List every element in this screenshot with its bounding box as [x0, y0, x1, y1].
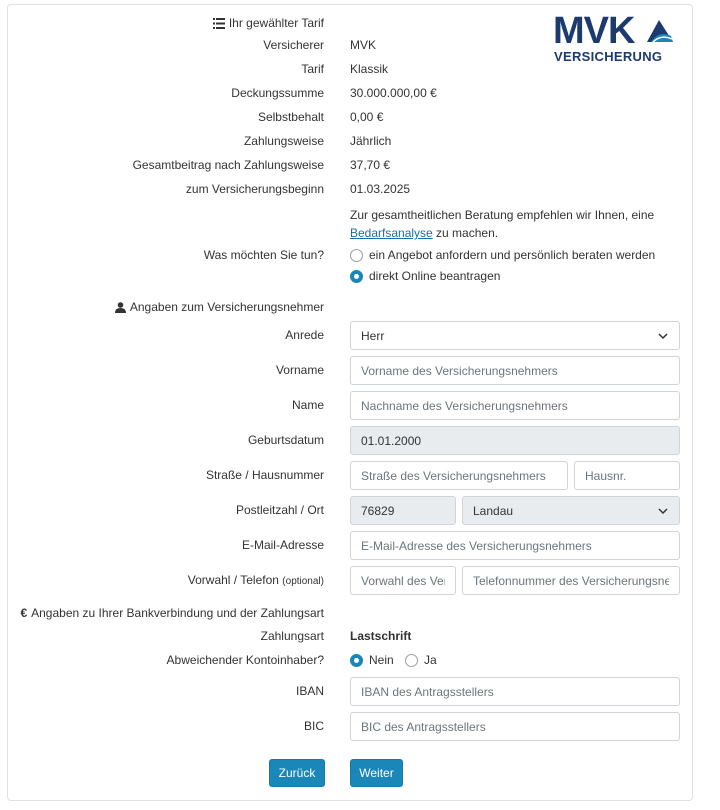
policyholder-heading-label: Angaben zum Versicherungsnehmer — [129, 300, 324, 314]
payment-method-value: Lastschrift — [350, 629, 412, 643]
list-icon — [213, 18, 225, 29]
back-button[interactable]: Zurück — [269, 759, 325, 787]
chevron-down-icon — [657, 505, 669, 517]
phone-label-text: Vorwahl / Telefon — [187, 573, 279, 587]
street-label: Straße / Hausnummer — [205, 468, 324, 482]
logo-text: MVK — [553, 10, 635, 52]
offer-radio[interactable] — [350, 249, 363, 262]
iban-input[interactable] — [361, 685, 669, 699]
advice-text-1: Zur gesamtheitlichen Beratung empfehlen wir Ihnen, eine — [350, 208, 655, 222]
advice-text-2: zu machen. — [432, 226, 499, 240]
city-value: Landau — [473, 503, 514, 518]
apply-online-radio-label[interactable]: direkt Online beantragen — [369, 269, 501, 283]
birthdate-label: Geburtsdatum — [247, 433, 324, 447]
zip-field — [350, 496, 456, 525]
salutation-select[interactable] — [350, 321, 680, 350]
account-holder-label: Abweichender Kontoinhaber? — [166, 653, 324, 667]
payment-method-label: Zahlungsart — [260, 629, 324, 643]
payment-frequency-label: Zahlungsweise — [243, 134, 324, 148]
lastname-label: Name — [291, 398, 324, 412]
phone-input[interactable] — [473, 574, 669, 588]
bank-heading — [20, 606, 324, 620]
zip-value: 76829 — [361, 503, 395, 518]
city-select[interactable] — [462, 496, 680, 525]
birthdate-value: 01.01.2000 — [361, 433, 422, 448]
firstname-label: Vorname — [275, 363, 324, 377]
total-premium-value: 37,70 € — [350, 158, 391, 172]
tariff-heading — [213, 16, 324, 30]
salutation-value: Herr — [361, 328, 385, 343]
tariff-heading-label: Ihr gewählter Tarif — [228, 16, 324, 30]
phone-field[interactable] — [462, 566, 680, 595]
mvk-logo — [553, 10, 677, 66]
offer-radio-label[interactable]: ein Angebot anfordern und persönlich beraten werden — [369, 248, 656, 262]
lastname-input[interactable] — [361, 399, 669, 413]
logo-wave-icon — [645, 16, 675, 46]
start-date-label: zum Versicherungsbeginn — [185, 182, 324, 196]
chevron-down-icon — [657, 330, 669, 342]
bank-heading-label: Angaben zu Ihrer Bankverbindung und der Zahlungsart — [31, 606, 324, 620]
phone-label — [188, 573, 324, 587]
zip-city-label: Postleitzahl / Ort — [235, 503, 324, 517]
start-date-value: 01.03.2025 — [350, 182, 411, 196]
next-button[interactable]: Weiter — [350, 759, 403, 787]
bic-field[interactable] — [350, 712, 680, 741]
insurer-value: MVK — [350, 38, 377, 52]
option-apply-online[interactable] — [350, 269, 500, 283]
action-label: Was möchten Sie tun? — [203, 248, 324, 262]
firstname-input[interactable] — [361, 364, 669, 378]
phone-optional-hint: (optional) — [282, 576, 324, 587]
bic-label: BIC — [303, 719, 324, 733]
holder-yes-radio[interactable] — [405, 654, 418, 667]
email-label: E-Mail-Adresse — [241, 538, 324, 552]
email-field[interactable] — [350, 531, 680, 560]
holder-no-label[interactable]: Nein — [369, 653, 394, 667]
payment-frequency-value: Jährlich — [350, 134, 392, 148]
housenr-field[interactable] — [574, 461, 680, 490]
total-premium-label: Gesamtbeitrag nach Zahlungsweise — [132, 158, 324, 172]
logo-subtext: VERSICHERUNG — [554, 49, 663, 64]
firstname-field[interactable] — [350, 356, 680, 385]
coverage-label: Deckungssumme — [231, 86, 324, 100]
salutation-label: Anrede — [285, 328, 324, 342]
option-offer[interactable] — [350, 248, 655, 262]
iban-label: IBAN — [295, 684, 324, 698]
areacode-field[interactable] — [350, 566, 456, 595]
advice-text — [350, 206, 654, 242]
tariff-value: Klassik — [350, 62, 389, 76]
policyholder-heading — [115, 300, 324, 314]
holder-yes-option[interactable] — [405, 653, 437, 667]
email-input[interactable] — [361, 539, 669, 553]
user-icon — [115, 302, 126, 313]
insurer-label: Versicherer — [263, 38, 324, 52]
apply-online-radio[interactable] — [350, 270, 363, 283]
street-field[interactable] — [350, 461, 568, 490]
holder-no-option[interactable] — [350, 653, 394, 667]
coverage-value: 30.000.000,00 € — [350, 86, 437, 100]
euro-icon: € — [20, 606, 28, 620]
lastname-field[interactable] — [350, 391, 680, 420]
iban-field[interactable] — [350, 677, 680, 706]
tariff-label: Tarif — [301, 62, 324, 76]
bic-input[interactable] — [361, 720, 669, 734]
needs-analysis-link[interactable]: Bedarfsanalyse — [350, 226, 433, 240]
areacode-input[interactable] — [361, 574, 445, 588]
deductible-value: 0,00 € — [350, 110, 384, 124]
birthdate-field — [350, 426, 680, 455]
deductible-label: Selbstbehalt — [257, 110, 324, 124]
holder-yes-label[interactable]: Ja — [424, 653, 437, 667]
street-input[interactable] — [361, 469, 557, 483]
housenr-input[interactable] — [585, 469, 669, 483]
holder-no-radio[interactable] — [350, 654, 363, 667]
